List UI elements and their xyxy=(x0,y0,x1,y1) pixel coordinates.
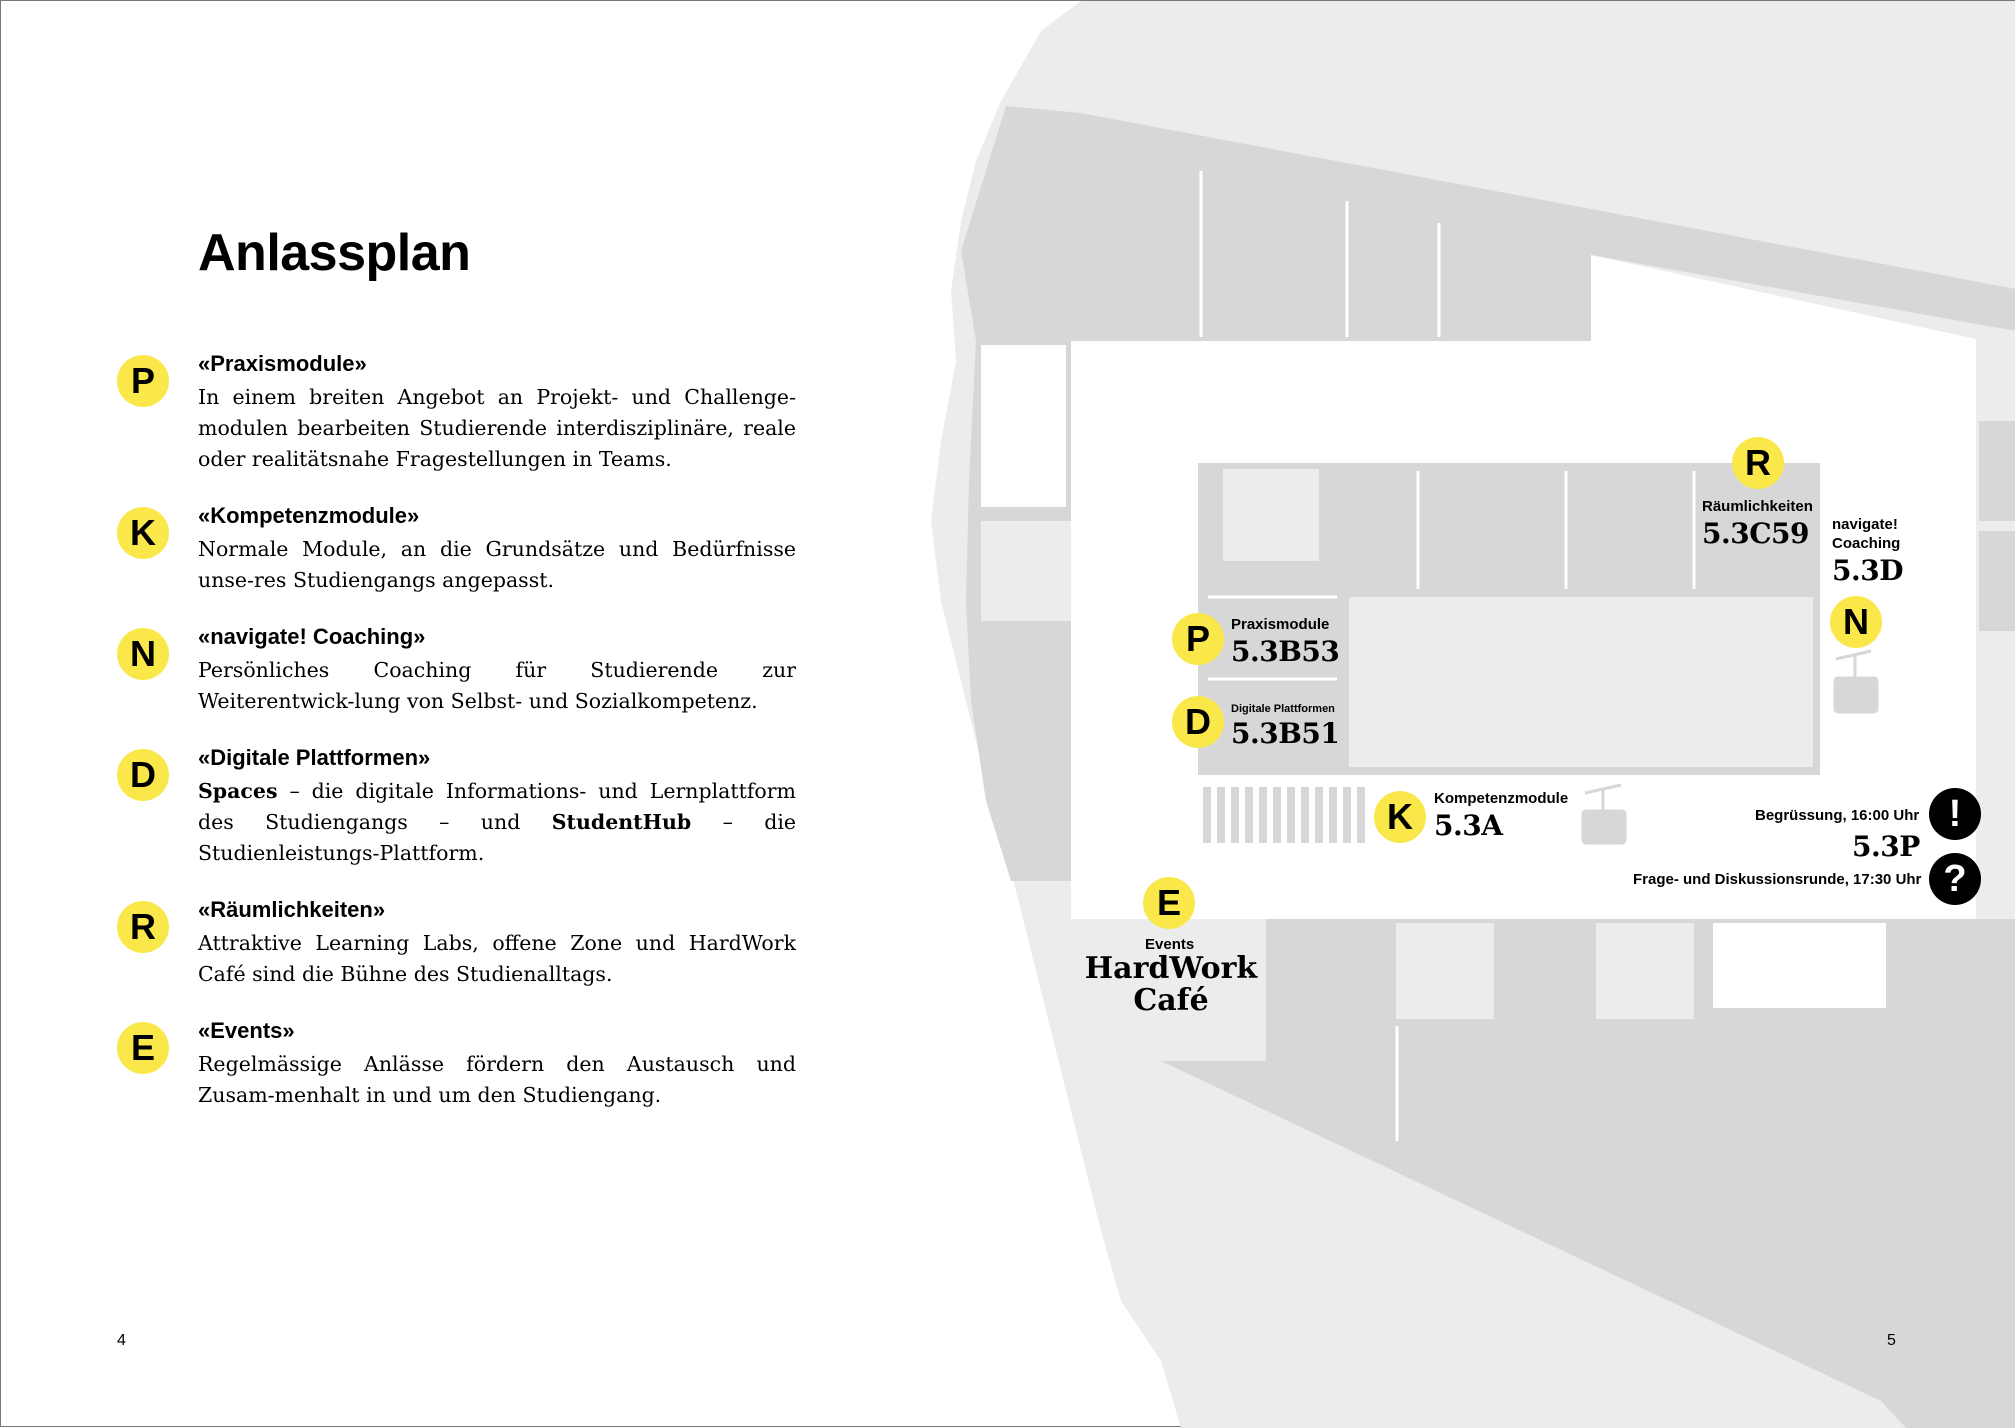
spaces-platform-name: Spaces xyxy=(198,779,278,803)
entry-text: Persönliches Coaching für Studierende zur Weiterentwick-lung von Selbst- und Sozialkompetenz. xyxy=(198,658,796,713)
map-label-digitale-plattformen: Digitale Plattformen xyxy=(1231,703,1335,715)
studenthub-platform-name: StudentHub xyxy=(551,810,692,834)
marker-p-badge: P xyxy=(117,355,169,407)
entry-text: Spaces – die digitale Informations- und Lernplattform des Studiengangs – und StudentHub – die Studienleistungs-Plattform. xyxy=(198,779,797,865)
entry-title: «Events» xyxy=(198,1018,295,1043)
map-label-kompetenzmodule: Kompetenzmodule xyxy=(1434,790,1569,807)
marker-k-badge: K xyxy=(117,507,169,559)
entry-text: Attraktive Learning Labs, offene Zone und HardWork Café sind die Bühne des Studienalltags. xyxy=(198,931,796,986)
entry-title: «navigate! Coaching» xyxy=(198,624,426,649)
question-icon: ? xyxy=(1929,853,1981,905)
map-label-diskussionsrunde: Frage- und Diskussionsrunde, 17:30 Uhr xyxy=(1633,871,1922,888)
entry-title: «Räumlichkeiten» xyxy=(198,897,386,922)
marker-n-badge: N xyxy=(117,628,169,680)
entry-text: Normale Module, an die Grundsätze und Bedürfnisse unse-res Studiengangs angepasst. xyxy=(198,537,796,592)
map-label-coaching: Coaching xyxy=(1832,535,1901,552)
map-room-top-left xyxy=(1223,469,1319,561)
map-label-hardwork-cafe: HardWork Café xyxy=(1084,951,1258,1018)
page-number-right: 5 xyxy=(1887,1332,1896,1349)
map-marker-e: E xyxy=(1143,877,1195,929)
map-label-begruessung: Begrüssung, 16:00 Uhr xyxy=(1755,807,1920,824)
entry-text: Regelmässige Anlässe fördern den Austausch und Zusam-menhalt in und um den Studiengang. xyxy=(198,1052,796,1107)
map-marker-n: N xyxy=(1830,596,1882,648)
map-marker-k: K xyxy=(1374,791,1426,843)
map-room-5-3b51: 5.3B51 xyxy=(1231,717,1340,750)
map-marker-r: R xyxy=(1732,437,1784,489)
page-number-left: 4 xyxy=(117,1332,126,1349)
map-label-raeumlichkeiten: Räumlichkeiten xyxy=(1702,498,1813,515)
map-label-navigate: navigate! xyxy=(1832,516,1898,533)
marker-d-badge: D xyxy=(117,749,169,801)
map-room-5-3a: 5.3A xyxy=(1434,809,1503,842)
map-central-room xyxy=(1349,597,1813,767)
map-room-5-3d: 5.3D xyxy=(1832,554,1903,587)
map-room-5-3c59: 5.3C59 xyxy=(1702,517,1809,550)
map-label-events: Events xyxy=(1145,936,1195,953)
marker-r-badge: R xyxy=(117,901,169,953)
map-label-praxismodule: Praxismodule xyxy=(1231,616,1330,633)
marker-e-badge: E xyxy=(117,1022,169,1074)
exclamation-icon: ! xyxy=(1929,788,1981,840)
map-room-5-3b53: 5.3B53 xyxy=(1231,635,1340,668)
page-title: Anlassplan xyxy=(198,224,471,282)
map-marker-d: D xyxy=(1172,696,1224,748)
entry-title: «Kompetenzmodule» xyxy=(198,503,420,528)
entry-title: «Praxismodule» xyxy=(198,351,367,376)
entry-text: In einem breiten Angebot an Projekt- und Challenge-modulen bearbeiten Studierende interdisziplinäre, reale oder realitätsnahe Fragestellungen in Teams. xyxy=(198,385,796,471)
map-marker-p: P xyxy=(1172,613,1224,665)
map-room-5-3p: 5.3P xyxy=(1852,830,1920,863)
entry-title: «Digitale Plattformen» xyxy=(198,745,431,770)
